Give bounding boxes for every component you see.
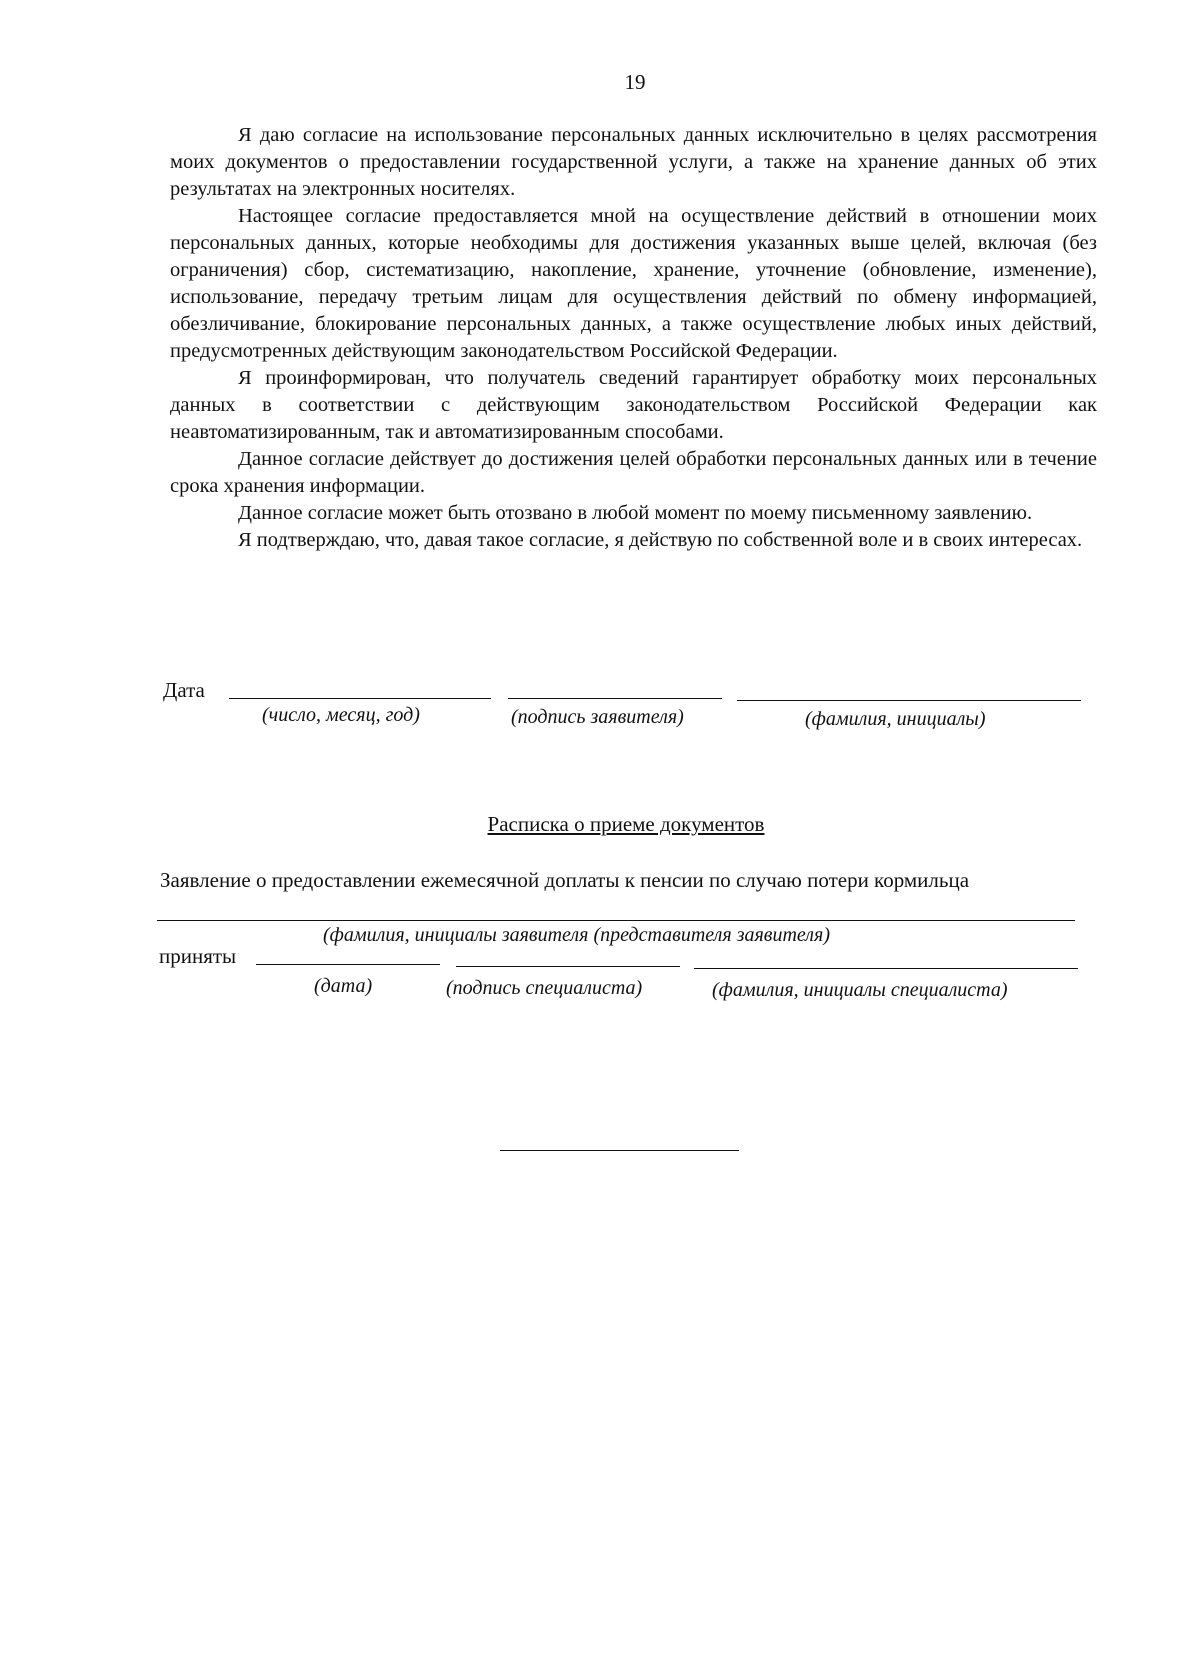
receipt-title: Расписка о приеме документов — [487, 812, 765, 836]
date-line — [229, 698, 491, 699]
receipt-statement: Заявление о предоставлении ежемесячной доплаты к пенсии по случаю потери кормильца — [160, 868, 970, 892]
applicant-name-line — [157, 920, 1075, 921]
caption-specialist-signature: (подпись специалиста) — [446, 977, 643, 999]
paragraph: Данное согласие действует до достижения целей обработки персональных данных или в течение срока хранения информации. — [170, 448, 1097, 497]
receipt-date-line — [256, 964, 440, 965]
paragraph: Я подтверждаю, что, давая такое согласие, я действую по собственной воле и в своих интересах. — [238, 529, 1083, 551]
caption-date: (число, месяц, год) — [262, 704, 420, 726]
caption-specialist-name: (фамилия, инициалы специалиста) — [712, 979, 1008, 1001]
caption-applicant-representative: (фамилия, инициалы заявителя (представителя заявителя) — [323, 924, 830, 946]
paragraph: Настоящее согласие предоставляется мной на осуществление действий в отношении моих персональных данных, которые необходимы для достижения указанных выше целей, включая (без ограничения) сбор, систематизацию, накопление, хранение, уточнение (обновление, изменение), использование, передачу третьим лицам для осуществления действий по обмену информацией, обезличивание, блокирование персональных данных, а также осуществление любых иных действий, предусмотренных действующим законодательством Российской Федерации. — [170, 205, 1097, 362]
end-divider — [500, 1150, 739, 1151]
consent-text — [170, 122, 1097, 554]
paragraph: Я проинформирован, что получатель сведений гарантирует обработку моих персональных данных в соответствии с действующим законодательством Российской Федерации как неавтоматизированным, так и автоматизированным способами. — [170, 367, 1097, 443]
paragraph: Данное согласие может быть отозвано в любой момент по моему письменному заявлению. — [238, 502, 1033, 524]
page-number: 19 — [624, 70, 646, 94]
caption-applicant-signature: (подпись заявителя) — [511, 706, 684, 728]
caption-applicant-name: (фамилия, инициалы) — [805, 708, 986, 730]
specialist-name-line — [694, 968, 1078, 969]
applicant-name-line — [737, 700, 1081, 701]
specialist-signature-line — [456, 966, 680, 967]
applicant-signature-line — [508, 698, 722, 699]
caption-receipt-date: (дата) — [314, 975, 373, 997]
accepted-label: приняты — [159, 944, 237, 968]
paragraph: Я даю согласие на использование персональных данных исключительно в целях рассмотрения моих документов о предоставлении государственной услуги, а также на хранение данных об этих результатах на электронных носителях. — [170, 124, 1097, 200]
date-label: Дата — [163, 678, 205, 702]
